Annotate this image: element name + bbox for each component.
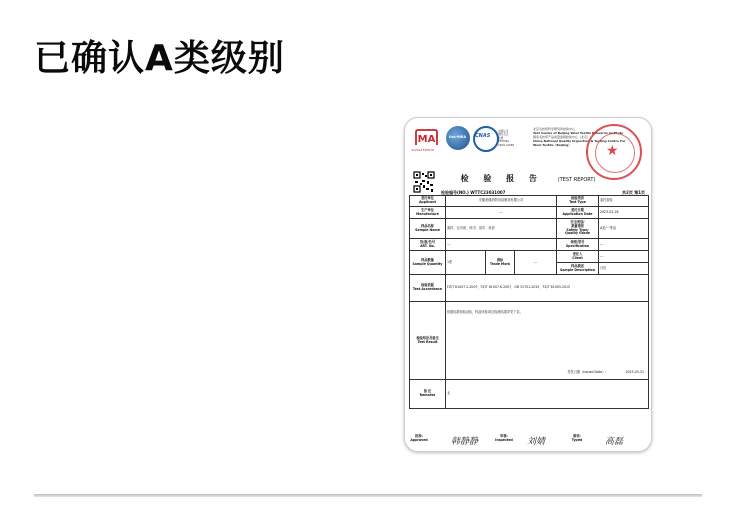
report-title	[405, 173, 651, 184]
report-number-value: WTTC23031007	[470, 190, 506, 195]
art-no-label: 货/款/色号 ART. No.	[410, 239, 446, 251]
institution-en: Test Center of Beijing Wool Textile Research Institute	[533, 131, 624, 136]
test-result-cell	[446, 302, 649, 380]
sample-name-value: 面料、毛巾被、枕巾、浴巾、枕套	[446, 219, 557, 239]
report-table	[409, 195, 649, 409]
specification-label: 规格/型号 Specification	[557, 239, 599, 251]
sample-quantity-label: 样品数量 Sample Quantity	[410, 251, 446, 275]
cnas-logo-icon	[473, 126, 499, 152]
signature-row	[409, 434, 648, 448]
cma-number: 222012345678	[411, 148, 434, 152]
trade-mark-value: ---	[515, 251, 557, 275]
sample-description-label: 样品描述 Sample Description	[557, 263, 599, 275]
application-date-value: 2023-03-28	[599, 207, 649, 219]
issue-date-label: 签发日期（Issued Date）:	[567, 370, 607, 375]
institution-en2: China National Quality Inspection & Testing Centre For Wool Textile（Beijing）	[533, 139, 626, 148]
ilac-label: ilac-MRA	[449, 135, 467, 139]
cnas-subtext: 中国认可 国际互认 检测 TESTING CNAS L0058	[498, 130, 515, 147]
page-title: 已确认A类级别	[34, 38, 285, 79]
svg-text:MA: MA	[417, 134, 436, 145]
specification-value: ---	[599, 239, 649, 251]
cma-logo-icon	[413, 128, 440, 147]
institution-cn2: 国家毛纺织产品质量监督检验中心（北京）	[533, 135, 591, 140]
inspected-label: 审核: Inspected	[495, 434, 513, 442]
remarks-label: 备 注 Remarks	[410, 380, 446, 409]
safety-type-value: A类/一等品	[599, 219, 649, 239]
client-value: ---	[599, 251, 649, 263]
test-accordance-value: FZ/T 61007.2-2007、FZ/T 61007.6-2007、GB 31701-2015、FZ/T 61003-2015	[446, 275, 649, 302]
applicant-value: 安徽美健消防用品制造有限公司	[446, 196, 557, 207]
application-date-label: 委托日期 Application Date	[557, 207, 599, 219]
test-type-label: 检验类别 Test Type	[557, 196, 599, 207]
typed-signature: 高磊	[605, 437, 624, 447]
sample-description-value: 白色	[599, 263, 649, 275]
remarks-value: 无	[446, 380, 649, 409]
typed-label: 制表: Typed	[571, 434, 583, 442]
institution-cn: 北京毛纺织科学研究所检验中心	[533, 127, 576, 131]
report-number-label: 检验编号(NO.)	[441, 190, 469, 195]
page-info: 共2页 第1页	[622, 190, 645, 195]
test-result-value: 依据标准检验(测)，样品所检项目检测结果详见下页。	[447, 310, 523, 314]
test-type-value: 委托检验	[599, 196, 649, 207]
test-result-label: 检验结论及备注 Test Result	[410, 302, 446, 380]
official-seal-icon: ★	[586, 124, 642, 180]
manufacture-value: ---	[446, 207, 557, 219]
test-report-image	[404, 117, 652, 452]
approved-signature: 韩静静	[451, 437, 479, 447]
approved-label: 批准: Approved	[410, 434, 428, 442]
issue-date-row	[567, 371, 644, 375]
client-label: 委托人 Client	[557, 251, 599, 263]
cnas-label: CNAS	[475, 133, 491, 139]
report-title-cn: 检 验 报 告	[460, 174, 543, 183]
issue-date-value: 2023-03-31	[625, 370, 644, 375]
sample-quantity-value: 1张	[446, 251, 486, 275]
inspected-signature: 刘婧	[527, 437, 546, 447]
test-accordance-label: 检验依据 Test Accordance	[410, 275, 446, 302]
applicant-label: 委托单位 Applicant	[410, 196, 446, 207]
bottom-divider	[34, 494, 702, 497]
art-no-value: ---	[446, 239, 557, 251]
manufacture-label: 生产单位 Manufacture	[410, 207, 446, 219]
trade-mark-label: 商标 Trade Mark	[486, 251, 515, 275]
sample-name-label: 样品名称 Sample Name	[410, 219, 446, 239]
safety-type-label: 安全类别/ 质量等级 Safety Type/ Quality Grade	[557, 219, 599, 239]
report-title-en: (TEST REPORT)	[557, 177, 596, 183]
